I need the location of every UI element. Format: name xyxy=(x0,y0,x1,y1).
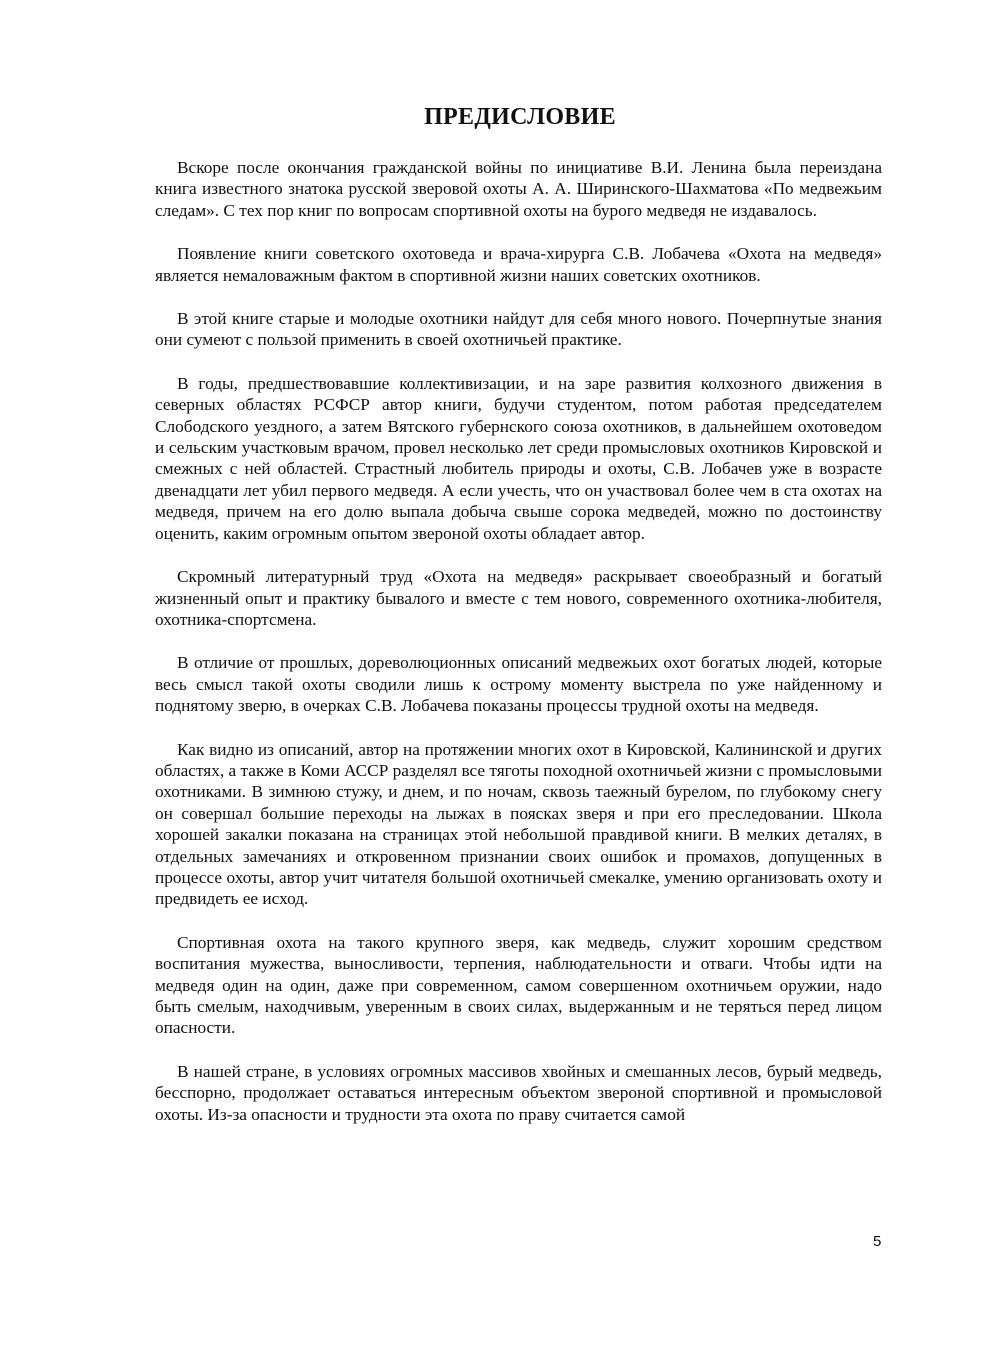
body-text xyxy=(155,157,882,1147)
paragraph: В этой книге старые и молодые охотники найдут для себя много нового. Почерпнутые знания они сумеют с пользой применить в своей охотничьей практике. xyxy=(155,309,882,350)
page-title: ПРЕДИСЛОВИЕ xyxy=(424,104,616,130)
page-number: 5 xyxy=(873,1233,882,1250)
paragraph: В нашей стране, в условиях огромных массивов хвойных и смешанных лесов, бурый медведь, бесспорно, продолжает оставаться интересным объектом звероной спортивной и промысловой охоты. Из-за опасности и трудности эта охота по праву считается самой xyxy=(155,1061,882,1124)
paragraph: Вскоре после окончания гражданской войны по инициативе В.И. Ленина была переиздана книга известного знатока русской зверовой охоты А. А. Ширинского-Шахматова «По медвежьим следам». С тех пор книг по вопросам спортивной охоты на бурого медведя не издавалось. xyxy=(155,158,882,220)
paragraph: Как видно из описаний, автор на протяжении многих охот в Кировской, Калининской и других областях, а также в Коми АССР разделял все тяготы походной охотничьей жизни с промысловыми охотниками. В зимнюю стужу, и днем, и по ночам, сквозь таежный бурелом, по глубокому снегу он совершал большие переходы на лыжах в поясках зверя и при его преследовании. Школа хорошей закалки показана на страницах этой небольшой правдивой книги. В мелких деталях, в отдельных замечаниях и откровенном признании своих ошибок и промахов, допущенных в процессе охоты, автор учит читателя большой охотничьей смекалке, умению организовать охоту и предвидеть ее исход. xyxy=(155,739,882,909)
paragraph: В отличие от прошлых, дореволюционных описаний медвежьих охот богатых людей, которые весь смысл такой охоты сводили лишь к острому моменту выстрела по уже найденному и поднятому зверю, в очерках С.В. Лобачева показаны процессы трудной охоты на медведя. xyxy=(155,653,882,716)
paragraph: Скромный литературный труд «Охота на медведя» раскрывает своеобразный и богатый жизненный опыт и практику бывалого и вместе с тем нового, современного охотника-любителя, охотника-спортсмена. xyxy=(155,567,882,629)
paragraph: Появление книги советского охотоведа и врача-хирурга С.В. Лобачева «Охота на медведя» является немаловажным фактом в спортивной жизни наших советских охотников. xyxy=(155,244,882,285)
paragraph: В годы, предшествовавшие коллективизации, и на заре развития колхозного движения в северных областях РСФСР автор книги, будучи студентом, потом работая председателем Слободского уездного, а затем Вятского губернского союза охотников, в дальнейшем охотоведом и сельским участковым врачом, провел несколько лет среди промысловых охотников Кировской и смежных с ней областей. Страстный любитель природы и охоты, С.В. Лобачев уже в возрасте двенадцати лет убил первого медведя. А если учесть, что он участвовал более чем в ста охотах на медведя, причем на его долю выпала добыча свыше сорока медведей, можно по достоинству оценить, каким огромным опытом звероной охоты обладает автор. xyxy=(155,373,882,543)
paragraph: Спортивная охота на такого крупного зверя, как медведь, служит хорошим средством воспитания мужества, выносливости, терпения, наблюдательности и отваги. Чтобы идти на медведя один на один, даже при современном, самом совершенном охотничьем оружии, надо быть смелым, находчивым, уверенным в своих силах, выдержанным и не теряться перед лицом опасности. xyxy=(155,932,882,1038)
